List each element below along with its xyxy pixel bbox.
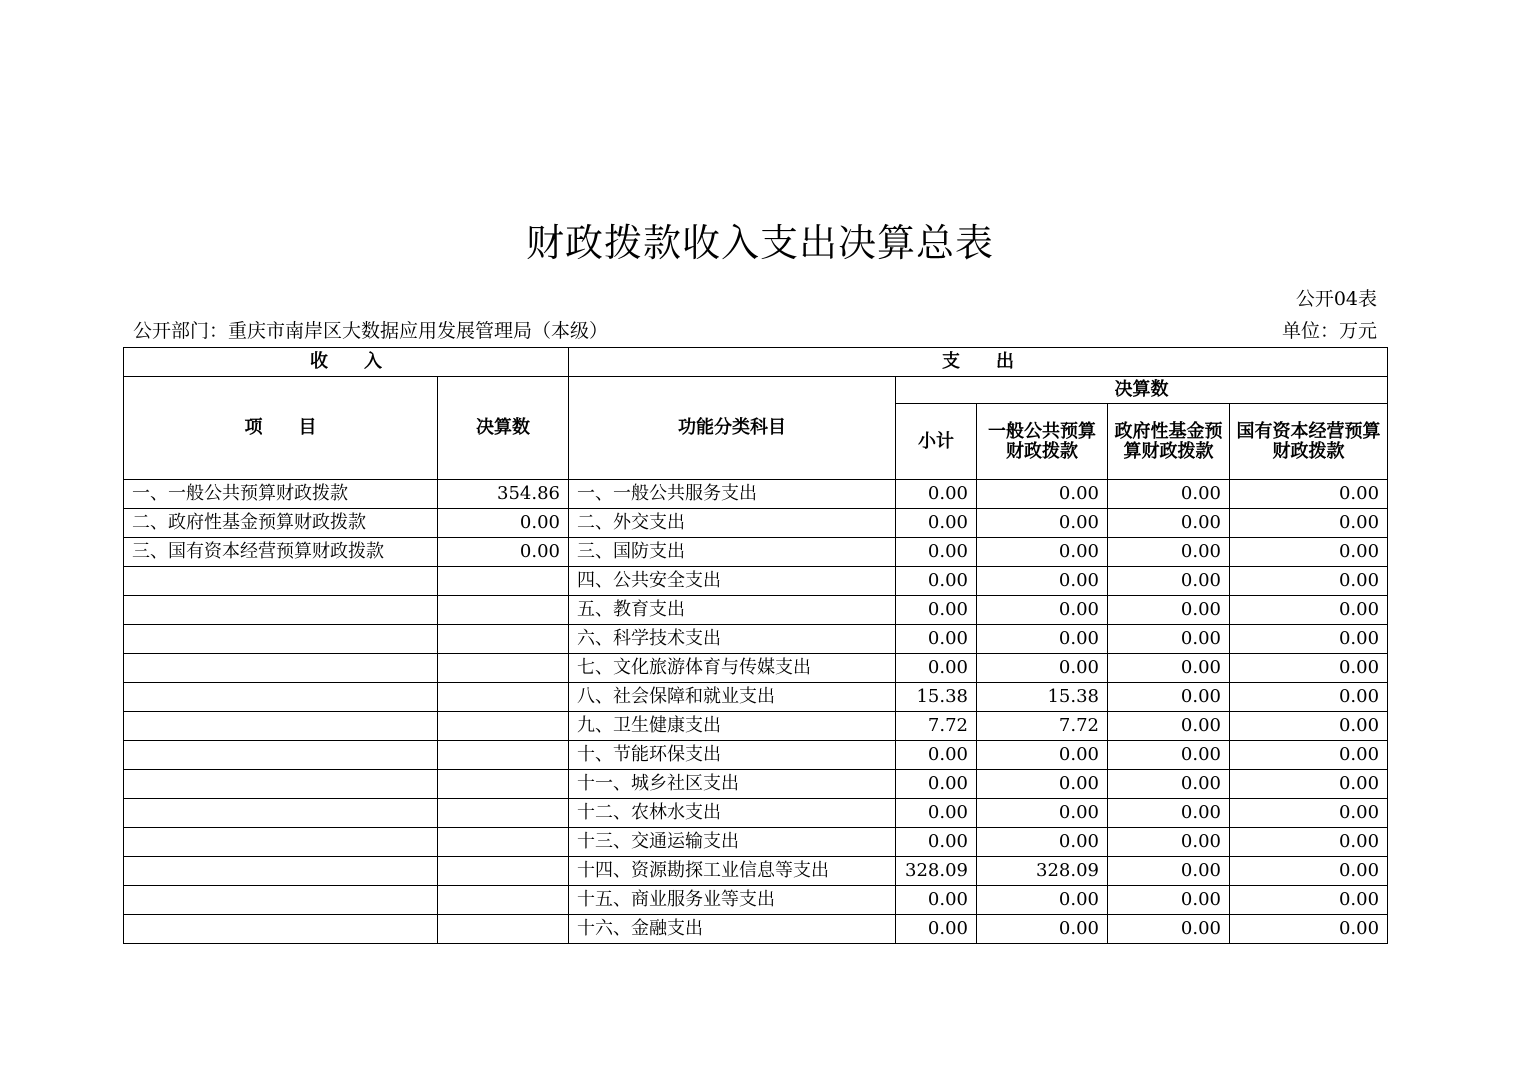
income-amount-cell: 0.00	[438, 538, 569, 567]
subtotal-cell: 0.00	[896, 480, 977, 509]
unit-label: 单位：万元	[1281, 320, 1377, 342]
general-cell: 0.00	[977, 567, 1108, 596]
income-amount-cell	[438, 596, 569, 625]
gov-fund-cell: 0.00	[1108, 857, 1230, 886]
state-capital-cell: 0.00	[1230, 886, 1388, 915]
state-capital-cell: 0.00	[1230, 683, 1388, 712]
page-title: 财政拨款收入支出决算总表	[525, 221, 994, 265]
income-item-cell: 一、一般公共预算财政拨款	[124, 480, 438, 509]
table-row	[124, 538, 1388, 567]
table-row	[124, 480, 1388, 509]
income-amount-cell: 354.86	[438, 480, 569, 509]
subtotal-cell: 0.00	[896, 770, 977, 799]
subtotal-cell: 0.00	[896, 654, 977, 683]
subtotal-cell: 7.72	[896, 712, 977, 741]
general-cell: 0.00	[977, 741, 1108, 770]
income-item-cell	[124, 625, 438, 654]
income-item-cell: 二、政府性基金预算财政拨款	[124, 509, 438, 538]
state-capital-cell: 0.00	[1230, 828, 1388, 857]
general-cell: 0.00	[977, 770, 1108, 799]
income-item-cell	[124, 828, 438, 857]
state-capital-cell: 0.00	[1230, 509, 1388, 538]
income-amount-cell	[438, 857, 569, 886]
income-item-cell	[124, 654, 438, 683]
table-row	[124, 509, 1388, 538]
income-amount-cell	[438, 886, 569, 915]
state-capital-cell: 0.00	[1230, 857, 1388, 886]
table-row	[124, 915, 1388, 944]
state-capital-cell: 0.00	[1230, 915, 1388, 944]
income-item-cell	[124, 886, 438, 915]
table-row	[124, 857, 1388, 886]
subtotal-cell: 0.00	[896, 567, 977, 596]
gov-fund-cell: 0.00	[1108, 625, 1230, 654]
function-cell: 三、国防支出	[569, 538, 896, 567]
general-cell: 7.72	[977, 712, 1108, 741]
income-amount-cell	[438, 799, 569, 828]
income-item-cell	[124, 799, 438, 828]
subtotal-cell: 0.00	[896, 828, 977, 857]
table-row	[124, 625, 1388, 654]
table-row	[124, 683, 1388, 712]
income-amount-cell	[438, 712, 569, 741]
general-cell: 0.00	[977, 886, 1108, 915]
general-cell: 0.00	[977, 509, 1108, 538]
income-item-cell	[124, 683, 438, 712]
function-cell: 二、外交支出	[569, 509, 896, 538]
subtotal-cell: 0.00	[896, 915, 977, 944]
function-cell: 十六、金融支出	[569, 915, 896, 944]
expense-header: 支 出	[569, 348, 1388, 377]
table-row	[124, 654, 1388, 683]
function-cell: 四、公共安全支出	[569, 567, 896, 596]
income-amount-cell	[438, 770, 569, 799]
income-item-cell	[124, 857, 438, 886]
department-label: 公开部门：重庆市南岸区大数据应用发展管理局（本级）	[133, 320, 609, 342]
table-row	[124, 741, 1388, 770]
general-cell: 0.00	[977, 538, 1108, 567]
function-cell: 八、社会保障和就业支出	[569, 683, 896, 712]
function-cell: 一、一般公共服务支出	[569, 480, 896, 509]
budget-table	[123, 347, 1388, 944]
function-cell: 十四、资源勘探工业信息等支出	[569, 857, 896, 886]
table-row	[124, 799, 1388, 828]
item-header: 项 目	[124, 377, 438, 480]
general-cell: 0.00	[977, 654, 1108, 683]
gov-fund-cell: 0.00	[1108, 509, 1230, 538]
table-row	[124, 712, 1388, 741]
income-amount-cell	[438, 654, 569, 683]
gov-fund-cell: 0.00	[1108, 683, 1230, 712]
income-item-cell	[124, 596, 438, 625]
state-capital-cell: 0.00	[1230, 567, 1388, 596]
general-cell: 0.00	[977, 915, 1108, 944]
table-row	[124, 770, 1388, 799]
income-item-cell	[124, 567, 438, 596]
function-cell: 十二、农林水支出	[569, 799, 896, 828]
function-header: 功能分类科目	[569, 377, 896, 480]
income-amount-cell	[438, 625, 569, 654]
gov-fund-cell: 0.00	[1108, 480, 1230, 509]
general-cell: 0.00	[977, 596, 1108, 625]
general-cell: 0.00	[977, 625, 1108, 654]
form-code: 公开04表	[1295, 288, 1377, 310]
state-capital-cell: 0.00	[1230, 596, 1388, 625]
gov-fund-header: 政府性基金预算财政拨款	[1108, 404, 1230, 480]
gov-fund-cell: 0.00	[1108, 596, 1230, 625]
gov-fund-cell: 0.00	[1108, 770, 1230, 799]
table-row	[124, 567, 1388, 596]
income-amount-cell	[438, 828, 569, 857]
subtotal-cell: 0.00	[896, 886, 977, 915]
state-capital-cell: 0.00	[1230, 712, 1388, 741]
income-amount-cell	[438, 683, 569, 712]
function-cell: 九、卫生健康支出	[569, 712, 896, 741]
income-item-cell	[124, 915, 438, 944]
income-amount-cell	[438, 741, 569, 770]
subtotal-cell: 328.09	[896, 857, 977, 886]
state-capital-header: 国有资本经营预算财政拨款	[1230, 404, 1388, 480]
general-cell: 15.38	[977, 683, 1108, 712]
function-cell: 十一、城乡社区支出	[569, 770, 896, 799]
subtotal-cell: 0.00	[896, 799, 977, 828]
gov-fund-cell: 0.00	[1108, 567, 1230, 596]
general-cell: 328.09	[977, 857, 1108, 886]
income-header: 收 入	[124, 348, 569, 377]
subtotal-header: 小计	[896, 404, 977, 480]
function-cell: 五、教育支出	[569, 596, 896, 625]
state-capital-cell: 0.00	[1230, 799, 1388, 828]
function-cell: 六、科学技术支出	[569, 625, 896, 654]
gov-fund-cell: 0.00	[1108, 712, 1230, 741]
subtotal-cell: 0.00	[896, 509, 977, 538]
income-amount-cell	[438, 567, 569, 596]
state-capital-cell: 0.00	[1230, 625, 1388, 654]
gov-fund-cell: 0.00	[1108, 654, 1230, 683]
income-item-cell	[124, 741, 438, 770]
general-cell: 0.00	[977, 480, 1108, 509]
state-capital-cell: 0.00	[1230, 770, 1388, 799]
function-cell: 十五、商业服务业等支出	[569, 886, 896, 915]
subtotal-cell: 0.00	[896, 538, 977, 567]
function-cell: 十三、交通运输支出	[569, 828, 896, 857]
gov-fund-cell: 0.00	[1108, 741, 1230, 770]
income-item-cell: 三、国有资本经营预算财政拨款	[124, 538, 438, 567]
gov-fund-cell: 0.00	[1108, 886, 1230, 915]
income-amount-cell: 0.00	[438, 509, 569, 538]
function-cell: 七、文化旅游体育与传媒支出	[569, 654, 896, 683]
state-capital-cell: 0.00	[1230, 538, 1388, 567]
table-row	[124, 596, 1388, 625]
income-amount-cell	[438, 915, 569, 944]
income-item-cell	[124, 712, 438, 741]
subtotal-cell: 15.38	[896, 683, 977, 712]
general-cell: 0.00	[977, 828, 1108, 857]
function-cell: 十、节能环保支出	[569, 741, 896, 770]
gov-fund-cell: 0.00	[1108, 538, 1230, 567]
general-header: 一般公共预算财政拨款	[977, 404, 1108, 480]
gov-fund-cell: 0.00	[1108, 915, 1230, 944]
gov-fund-cell: 0.00	[1108, 799, 1230, 828]
state-capital-cell: 0.00	[1230, 741, 1388, 770]
table-row	[124, 886, 1388, 915]
general-cell: 0.00	[977, 799, 1108, 828]
subtotal-cell: 0.00	[896, 741, 977, 770]
subtotal-cell: 0.00	[896, 625, 977, 654]
table-row	[124, 828, 1388, 857]
subtotal-cell: 0.00	[896, 596, 977, 625]
final-header: 决算数	[896, 377, 1388, 404]
state-capital-cell: 0.00	[1230, 480, 1388, 509]
income-item-cell	[124, 770, 438, 799]
gov-fund-cell: 0.00	[1108, 828, 1230, 857]
amount-header: 决算数	[438, 377, 569, 480]
state-capital-cell: 0.00	[1230, 654, 1388, 683]
